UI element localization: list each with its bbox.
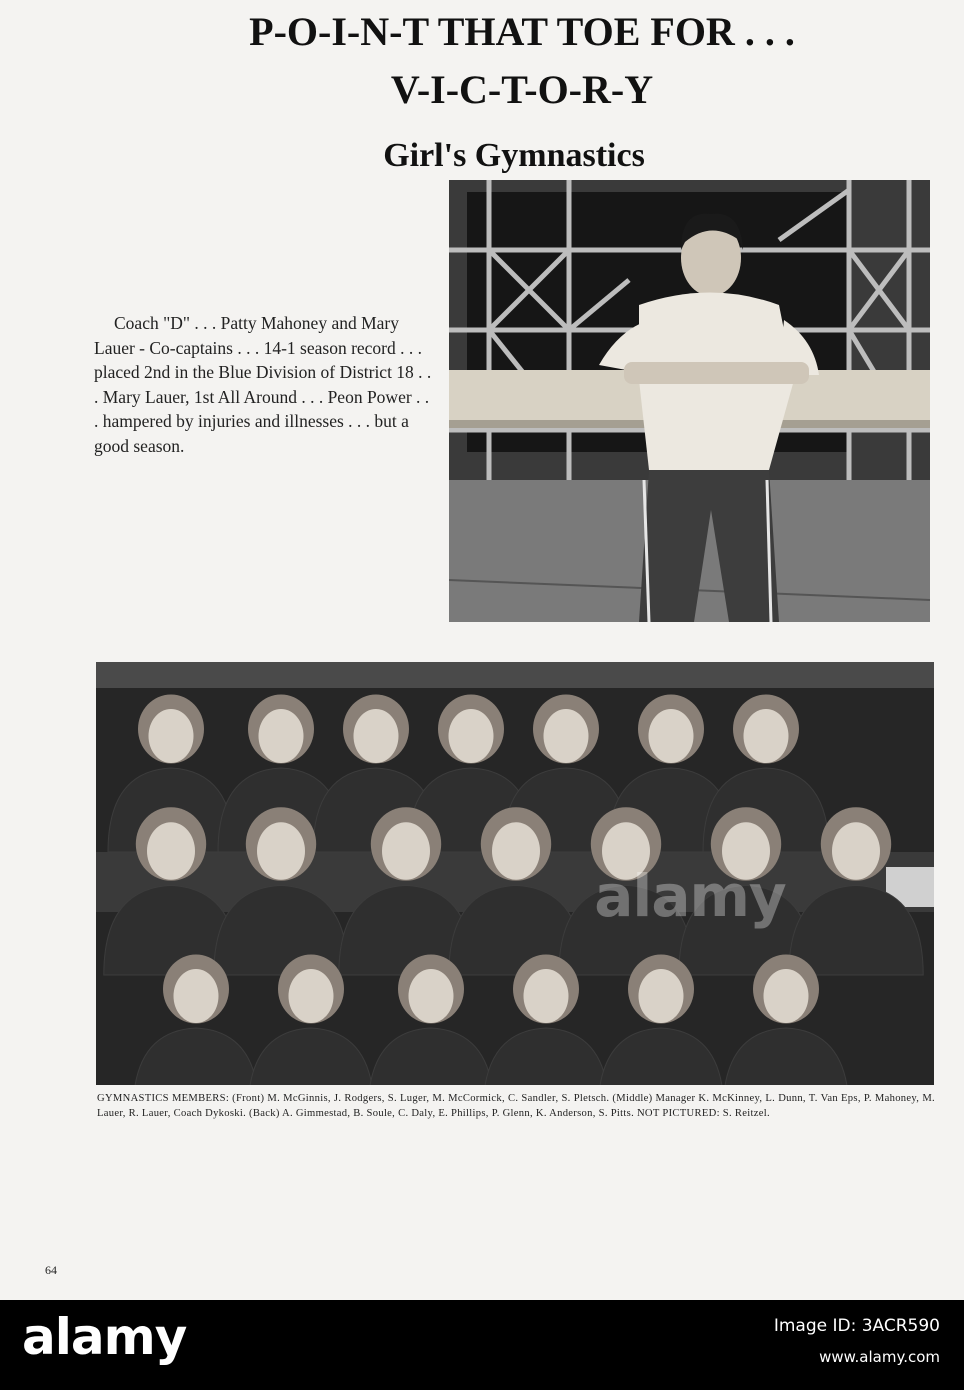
photo-caption: GYMNASTICS MEMBERS: (Front) M. McGinnis, J. Rodgers, S. Luger, M. McCormick, C. Sandler, S. Pletsch. (Middle) Manager K. McKinney, L. Dunn, T. Van Eps, P. Mahoney, M. Lauer, R. Lauer, Coach Dykoski. (Back) A. Gimmestad, B. Soule, C. Daly, E. Phillips, P. Glenn, K. Anderson, S. Pitts. NOT PICTURED: S. Reitzel.: [97, 1093, 935, 1119]
footer-logo: alamy: [22, 1308, 187, 1366]
page-number: 64: [45, 1263, 57, 1277]
section-title: Girl's Gymnastics: [383, 137, 645, 174]
season-summary: Coach "D" . . . Patty Mahoney and Mary Lauer - Co-captains . . . 14-1 season record . . . placed 2nd in the Blue Division of District 18 . . . Mary Lauer, 1st All Around . . . Peon Power . . . hampered by injuries and illnesses . . . but a good season.: [94, 313, 432, 456]
footer-url: www.alamy.com: [819, 1348, 940, 1366]
headline-line-2: V-I-C-T-O-R-Y: [390, 67, 654, 112]
coach-photo: [449, 180, 930, 622]
photo-watermark: alamy: [594, 862, 786, 930]
headline-line-1: P-O-I-N-T THAT TOE FOR . . .: [249, 9, 795, 54]
footer-image-id: Image ID: 3ACR590: [773, 1316, 940, 1336]
